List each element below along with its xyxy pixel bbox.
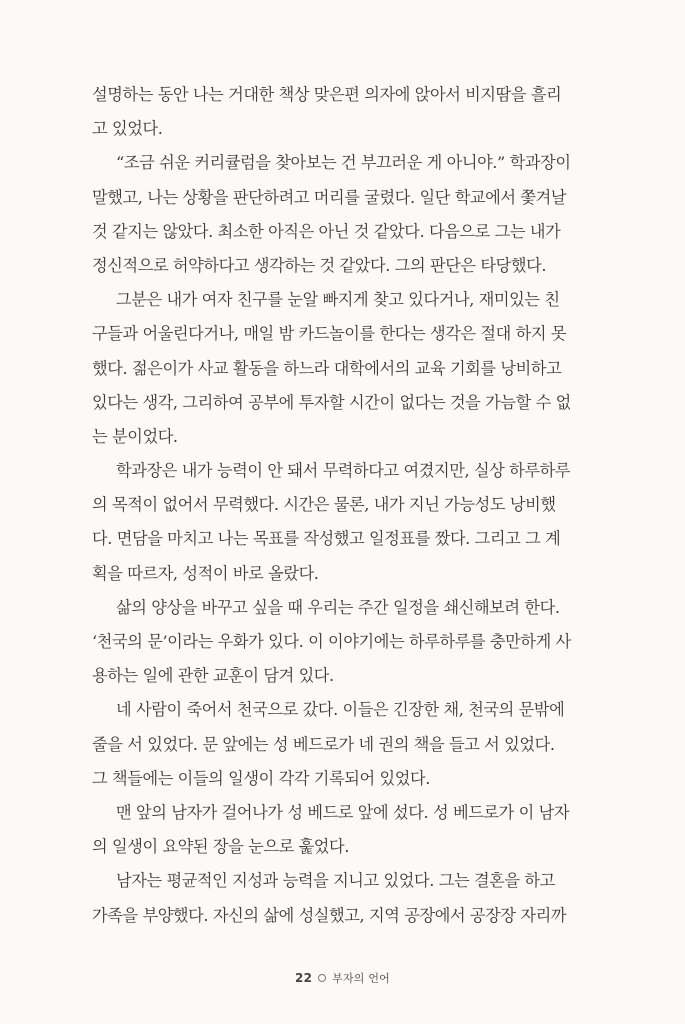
text-line: 구들과 어울린다거나, 매일 밤 카드놀이를 한다는 생각은 절대 하지 못 (92, 324, 567, 344)
text-line: 용하는 일에 관한 교훈이 담겨 있다. (92, 666, 334, 686)
text-line: 의 일생이 요약된 장을 눈으로 훑었다. (92, 837, 350, 857)
running-title: 부자의 언어 (332, 972, 390, 985)
text-line: 있다는 생각, 그리하여 공부에 투자할 시간이 없다는 것을 가늠할 수 없 (92, 392, 571, 412)
text-line: 것 같지는 않았다. 최소한 아직은 아닌 것 같았다. 다음으로 그는 내가 (92, 221, 561, 241)
page-number: 22 (295, 971, 313, 985)
text-line: 그 책들에는 이들의 일생이 각각 기록되어 있었다. (92, 768, 430, 788)
text-line: 했다. 젊은이가 사교 활동을 하느라 대학에서의 교육 기회를 낭비하고 (92, 358, 562, 378)
text-line: 정신적으로 허약하다고 생각하는 것 같았다. 그의 판단은 타당했다. (92, 255, 547, 275)
text-line: 남자는 평균적인 지성과 능력을 지니고 있었다. 그는 결혼을 하고 (116, 871, 555, 891)
text-line: 학과장은 내가 능력이 안 돼서 무력하다고 여겼지만, 실상 하루하루 (116, 461, 571, 481)
circle-separator-icon (318, 974, 326, 982)
body-text (92, 78, 608, 933)
text-line: 맨 앞의 남자가 걸어나가 성 베드로 앞에 섰다. 성 베드로가 이 남자 (116, 802, 570, 822)
text-line: 줄을 서 있었다. 문 앞에는 성 베드로가 네 권의 책을 들고 서 있었다. (92, 734, 555, 754)
text-line: 설명하는 동안 나는 거대한 책상 맞은편 의자에 앉아서 비지땀을 흘리 (92, 85, 562, 104)
text-line: 고 있었다. (92, 119, 163, 139)
text-line: 삶의 양상을 바꾸고 싶을 때 우리는 주간 일정을 쇄신해보려 한다. (116, 597, 560, 617)
text-line: 다. 면담을 마치고 나는 목표를 작성했고 일정표를 짰다. 그리고 그 계 (92, 529, 561, 549)
text-line: 획을 따르자, 성적이 바로 올랐다. (92, 563, 319, 583)
text-line: 그분은 내가 여자 친구를 눈알 빠지게 찾고 있다거나, 재미있는 친 (116, 290, 560, 310)
text-line: 의 목적이 없어서 무력했다. 시간은 물론, 내가 지닌 가능성도 낭비했 (92, 495, 556, 515)
text-line: 는 분이었다. (92, 426, 178, 446)
text-line: 가족을 부양했다. 자신의 삶에 성실했고, 지역 공장에서 공장장 자리까 (92, 905, 567, 925)
text-line: ‘천국의 문’이라는 우화가 있다. 이 이야기에는 하루하루를 충만하게 사 (92, 632, 571, 651)
text-line: 말했고, 나는 상황을 판단하려고 머리를 굴렸다. 일단 학교에서 쫓겨날 (92, 187, 567, 207)
text-line: “조금 쉬운 커리큘럼을 찾아보는 건 부끄러운 게 아니야.” 학과장이 (116, 153, 571, 173)
text-line: 네 사람이 죽어서 천국으로 갔다. 이들은 긴장한 채, 천국의 문밖에 (116, 700, 565, 720)
page-footer (0, 970, 685, 986)
